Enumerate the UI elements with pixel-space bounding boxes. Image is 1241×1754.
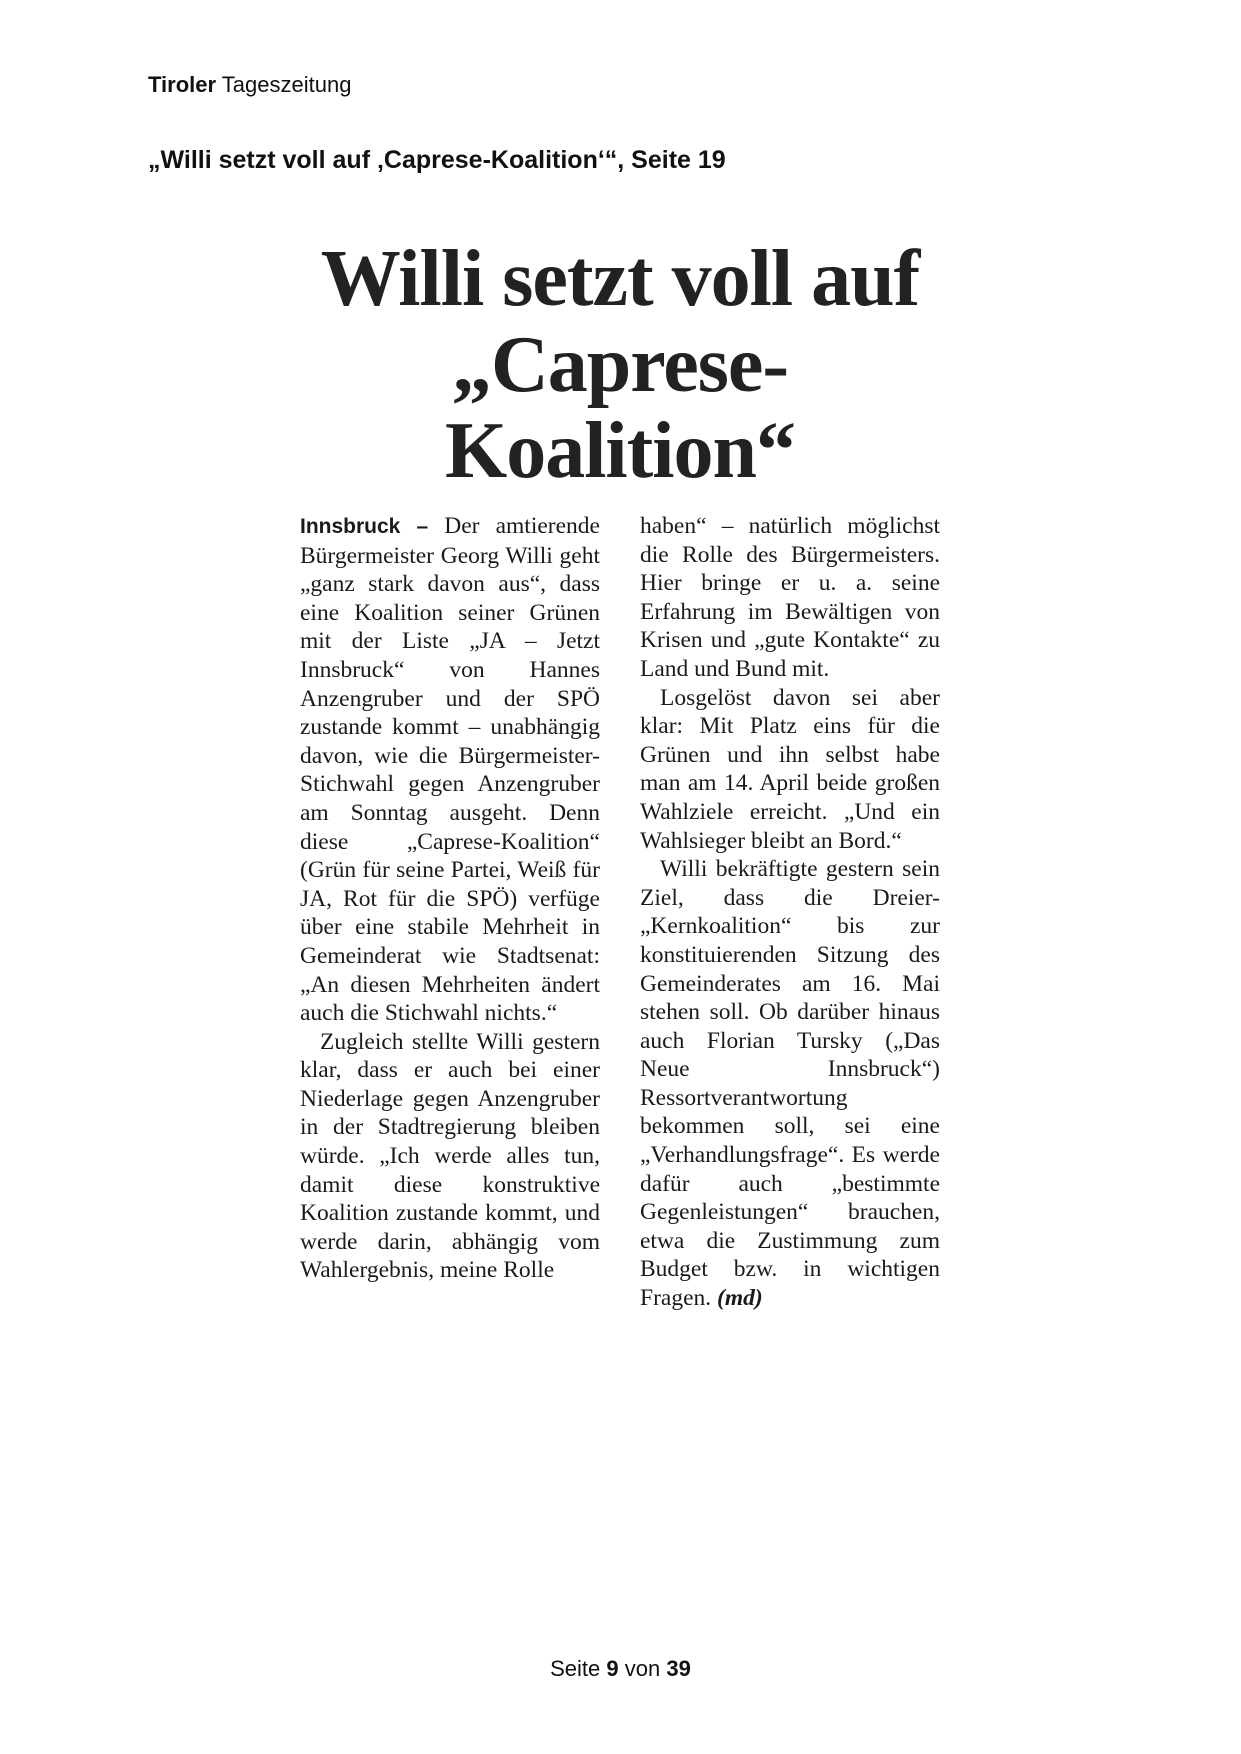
total-pages: 39 [666, 1656, 691, 1681]
article-clipping [300, 236, 940, 1313]
article-headline [300, 236, 940, 494]
page-prefix: Seite [550, 1656, 601, 1681]
clipping-title: „Willi setzt voll auf ‚Caprese-Koalition‘“, Seite 19 [148, 146, 726, 174]
paragraph: haben“ – natürlich möglichst die Rolle des Bürgermeisters. Hier bringe er u. a. seine Erfahrung im Bewältigen von Krisen und „gute Kontakte“ zu Land und Bund mit. [640, 513, 940, 682]
paragraph [300, 512, 600, 1028]
publication-name-bold: Tiroler [148, 72, 217, 97]
paragraph-text: Willi bekräftigte gestern sein Ziel, dass die Dreier-„Kernkoalition“ bis zur konstituierenden Sitzung des Gemeinderates am 16. Mai stehen soll. Ob darüber hinaus auch Florian Tursky („Das Neue Innsbruck“) Ressortverantwortung bekommen soll, sei eine „Verhandlungsfrage“. Es werde dafür auch „bestimmte Gegenleistungen“ brauchen, etwa die Zustimmung zum Budget bzw. in wichtigen Fragen. [640, 856, 940, 1312]
paragraph: Zugleich stellte Willi gestern klar, dass er auch bei einer Niederlage gegen Anzengruber in der Stadtregierung bleiben würde. „Ich werde alles tun, damit diese konstruktive Koalition zustande kommt, und werde darin, abhängig vom Wahlergebnis, meine Rolle [300, 1028, 600, 1284]
publication-name [148, 72, 351, 98]
page-of: von [624, 1656, 661, 1681]
headline-line-2: „Caprese-Koalition“ [444, 321, 796, 495]
current-page: 9 [606, 1656, 619, 1681]
paragraph [640, 855, 940, 1313]
paragraph-text: Der amtierende Bürgermeister Georg Willi geht „ganz stark davon aus“, dass eine Koalition seiner Grünen mit der Liste „JA – Jetzt Innsbruck“ von Hannes Anzengruber und der SPÖ zustande kommt – unabhängig davon, wie die Bürgermeister-Stichwahl gegen Anzengruber am Sonntag ausgeht. Denn diese „Caprese-Koalition“ (Grün für seine Partei, Weiß für JA, Rot für die SPÖ) verfüge über eine stabile Mehrheit in Gemeinderat wie Stadtsenat: „An diesen Mehrheiten ändert auch die Stichwahl nichts.“ [300, 513, 600, 1027]
article-columns [300, 512, 940, 1313]
headline-line-1: Willi setzt voll auf [320, 235, 920, 323]
article-column-2 [640, 512, 940, 1313]
article-column-1 [300, 512, 600, 1313]
publication-name-rest: Tageszeitung [221, 72, 352, 97]
paragraph: Losgelöst davon sei aber klar: Mit Platz eins für die Grünen und ihn selbst habe man am 14. April beide großen Wahlziele erreicht. „Und ein Wahlsieger bleibt an Bord.“ [640, 684, 940, 854]
page-number [0, 1656, 1241, 1682]
author-initials: (md) [717, 1285, 763, 1312]
dateline: Innsbruck – [300, 515, 429, 538]
